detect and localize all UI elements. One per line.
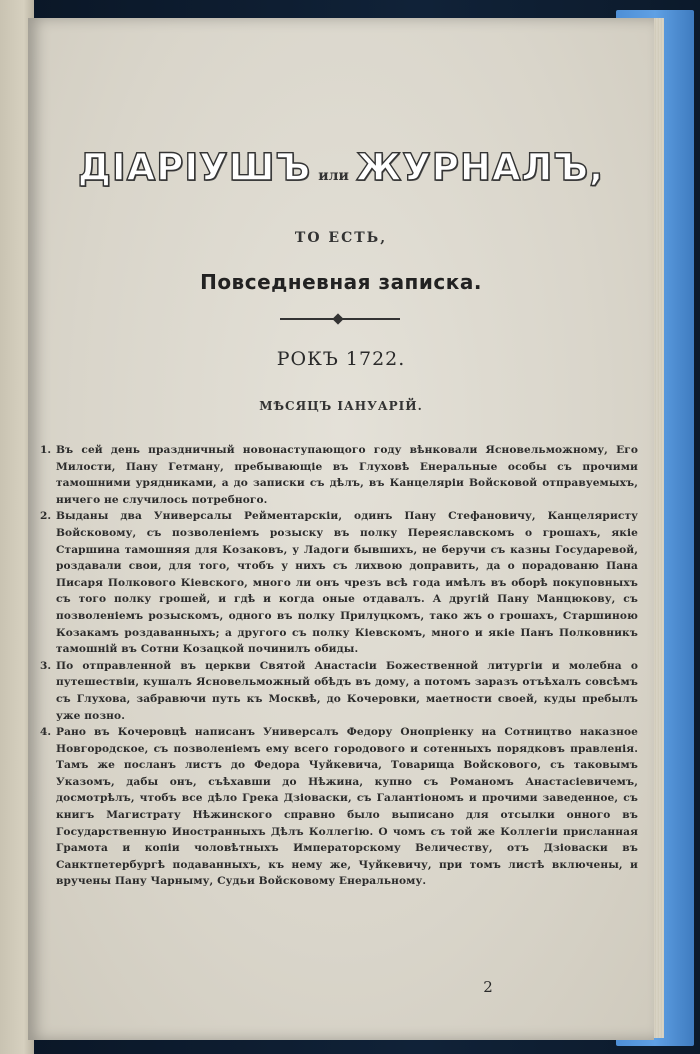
entry-text: Рано въ Кочеровцѣ написанъ Универсалъ Федору Онопріенку на Сотництво наказное Новгородское, съ позволеніемъ ему всего городового и сотенныхъ порядковъ правленія. Тамъ же посланъ листъ до Федора Чуйкевича, Товарища Войскового, съ таковымъ Указомъ, дабы онъ, съѣхавши до Нѣжина, купно съ Романомъ Анастасіевичемъ, досмотрѣлъ, чтобъ все дѣло Грека Дзіоваски, съ Галантіономъ и прочими заведенное, съ книгъ Магистрату Нѣжинского справно было выписано для отсылки онного въ Государственную Иностранныхъ Дѣлъ Коллегію. О чомъ съ той же Коллегіи присланная Грамота и копіи чоловѣтныхъ Императорскому Величеству, отъ Дзіоваски въ Санктпетербургѣ подаванныхъ, къ нему же, Чуйкевичу, при томъ листѣ включены, и вручены Пану Чарныму, Судьи Войсковому Енеральному.	[56, 726, 638, 888]
diary-entry	[40, 442, 638, 508]
book-page	[28, 18, 654, 1040]
entry-text: Въ сей день праздничный новонаступающого году вѣнковали Ясновельможному, Его Милости, Пану Гетману, пребывающіе въ Глуховѣ Енеральные особы съ прочими тамошними урядниками, а до записки съ дѣлъ, въ Канцеляріи Войсковой отправуемыхъ, ничего не случилось потребного.	[56, 444, 638, 506]
title-word-diariush: ДІАРІУШЪ	[77, 146, 312, 189]
title-connector: ТО ЕСТЬ,	[294, 230, 388, 246]
entry-number: 4.	[40, 726, 52, 739]
page-number: 2	[483, 978, 493, 996]
diary-entry	[40, 658, 638, 724]
ornamental-rule	[280, 318, 400, 320]
title-word-zhurnal: ЖУРНАЛЪ,	[355, 146, 605, 189]
entry-number: 3.	[40, 659, 52, 672]
page-title	[28, 146, 654, 189]
diary-entries	[40, 442, 638, 890]
entry-text: Выданы два Универсалы Рейментарскіи, одинъ Пану Стефановичу, Канцеляристу Войсковому, съ позволеніемъ розыску въ полку Переяславскомъ о грошахъ, якіе Старшина тамошняя для Козаковъ, у Ладоги бывшихъ, не беручи съ казны Государевой, роздавали свои, для того, чтобъ у нихъ съ лихвою доправить, да о порадованю Пана Писаря Полкового Кіевского, много ли онъ чрезъ всѣ года имѣлъ въ оборѣ покуповныхъ съ того полку грошей, и гдѣ и когда оные отдавалъ. А другій Пану Манцюкову, съ позволеніемъ розыскомъ, одного въ полку Прилуцкомъ, тако жъ о грошахъ, Старшиною Козакамъ роздаванныхъ; а другого съ полку Кіевскомъ, много и якіе Панъ Полковникъ тамошній въ Сотни Козацкой починилъ обиды.	[56, 510, 638, 656]
diary-entry	[40, 724, 638, 890]
entry-text: По отправленной въ церкви Святой Анастасіи Божественной литургіи и молебна о путешествіи, кушалъ Ясновельможный обѣдъ въ дому, а потомъ заразъ отъѣхалъ совсѣмъ съ Глухова, забравючи путь къ Москвѣ, до Кочеровки, маетности своей, куды пребылъ уже позно.	[56, 659, 638, 722]
month-heading: МѢСЯЦЪ ІАНУАРІЙ.	[259, 399, 423, 413]
year-heading: РОКЪ 1722.	[276, 348, 406, 370]
page-subtitle: Повседневная записка.	[200, 270, 482, 294]
entry-number: 2.	[40, 510, 52, 523]
diary-entry	[40, 508, 638, 657]
title-word-ili: или	[318, 167, 349, 184]
entry-number: 1.	[40, 444, 52, 456]
